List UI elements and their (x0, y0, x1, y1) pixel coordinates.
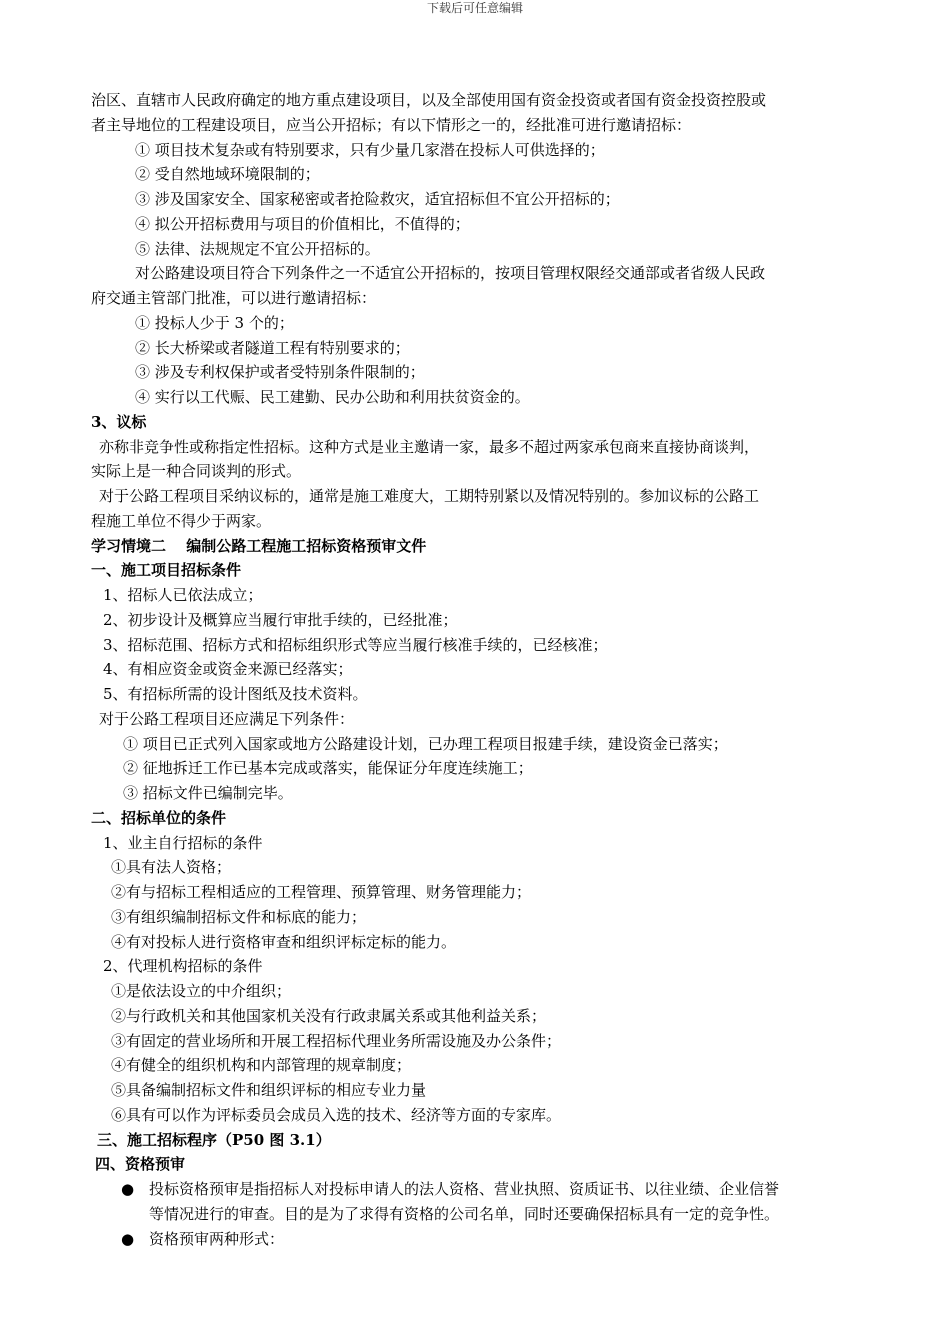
line-text: 对于公路工程项目还应满足下列条件： (99, 709, 355, 728)
line-text: 1、招标人已依法成立； (103, 586, 263, 604)
line-text: 一、施工项目招标条件 (91, 561, 242, 580)
line-text: 三、施工招标程序（P50 图 3.1） (97, 1130, 331, 1149)
text-line (91, 1004, 861, 1029)
line-text: 4、有相应资金或资金来源已经落实； (103, 660, 353, 679)
text-line (91, 1078, 861, 1103)
line-text: ④ 拟公开招标费用与项目的价值相比，不值得的； (135, 214, 470, 233)
line-text: 资格预审两种形式： (149, 1229, 285, 1248)
text-line (91, 484, 861, 509)
line-text: 学习情境二 编制公路工程施工招标资格预审文件 (91, 536, 427, 555)
document-body (91, 88, 861, 1251)
line-text: ② 受自然地域环境限制的； (135, 165, 320, 184)
line-text: ④有健全的组织机构和内部管理的规章制度； (111, 1056, 412, 1075)
text-line (91, 732, 861, 757)
text-line (91, 113, 861, 138)
line-text: ⑤ 法律、法规规定不宜公开招标的。 (135, 239, 380, 258)
line-text: 对公路建设项目符合下列条件之一不适宜公开招标的，按项目管理权限经交通部或者省级人民政 (135, 264, 766, 283)
text-line (91, 781, 861, 806)
section-heading (91, 410, 861, 435)
line-text: ③有组织编制招标文件和标底的能力； (111, 907, 367, 926)
line-text: 3、招标范围、招标方式和招标组织形式等应当履行核准手续的，已经核准； (103, 635, 608, 654)
text-line (91, 360, 861, 385)
page-header: 下载后可任意编辑 (426, 1, 523, 15)
text-line (91, 435, 861, 460)
text-line (91, 756, 861, 781)
text-line (91, 657, 861, 682)
text-line (91, 237, 861, 262)
line-text: ① 项目技术复杂或有特别要求，只有少量几家潜在投标人可供选择的； (135, 140, 605, 159)
text-line (91, 286, 861, 311)
text-line (91, 608, 861, 633)
text-line (91, 385, 861, 410)
section-heading (91, 534, 861, 559)
text-line (91, 1103, 861, 1128)
text-line (91, 138, 861, 163)
text-line (91, 212, 861, 237)
text-line (91, 633, 861, 658)
line-text: ④有对投标人进行资格审查和组织评标定标的能力。 (111, 932, 457, 951)
line-text: 程施工单位不得少于两家。 (91, 511, 272, 530)
text-line (91, 88, 861, 113)
text-line (91, 583, 861, 608)
line-text: 1、业主自行招标的条件 (103, 833, 263, 852)
text-line (91, 261, 861, 286)
line-text: 2、初步设计及概算应当履行审批手续的，已经批准； (103, 610, 458, 629)
text-line: ● 投标资格预审是指招标人对投标申请人的法人资格、营业执照、资质证书、以往业绩、企业信誉 (121, 1180, 780, 1198)
text-line (91, 1029, 861, 1054)
line-text: ①具有法人资格； (111, 858, 232, 877)
text-line (91, 336, 861, 361)
text-line (91, 459, 861, 484)
line-text: 亦称非竞争性或称指定性招标。这种方式是业主邀请一家，最多不超过两家承包商来直接协商谈判， (99, 437, 760, 456)
text-line (91, 1053, 861, 1078)
text-line (91, 855, 861, 880)
text-line (91, 979, 861, 1004)
line-text: 治区、直辖市人民政府确定的地方重点建设项目，以及全部使用国有资金投资或者国有资金投资控股或 (91, 91, 767, 109)
text-line (91, 509, 861, 534)
line-text: 二、招标单位的条件 (91, 808, 227, 827)
line-text: ③ 涉及专利权保护或者受特别条件限制的； (135, 363, 425, 382)
line-text: 5、有招标所需的设计图纸及技术资料。 (103, 685, 368, 703)
text-line (91, 831, 861, 856)
line-text: ④ 实行以工代赈、民工建勤、民办公助和利用扶贫资金的。 (135, 388, 530, 406)
section-heading (91, 558, 861, 583)
line-text: ① 项目已正式列入国家或地方公路建设计划，已办理工程项目报建手续，建设资金已落实； (123, 734, 728, 753)
text-line (91, 905, 861, 930)
line-text: ②与行政机关和其他国家机关没有行政隶属关系或其他利益关系； (111, 1006, 547, 1025)
text-line (91, 707, 861, 732)
section-heading (91, 1152, 861, 1177)
text-line: ● 资格预审两种形式： (121, 1229, 285, 1248)
line-text: 2、代理机构招标的条件 (103, 957, 263, 976)
line-text: 对于公路工程项目采纳议标的，通常是施工难度大，工期特别紧以及情况特别的。参加议标的公路工 (99, 487, 760, 505)
line-text: 实际上是一种合同谈判的形式。 (91, 462, 302, 481)
text-line (91, 682, 861, 707)
section-heading (91, 806, 861, 831)
text-line (91, 1202, 861, 1227)
text-line (91, 187, 861, 212)
line-text: 者主导地位的工程建设项目，应当公开招标；有以下情形之一的，经批准可进行邀请招标： (91, 115, 692, 134)
line-text: 府交通主管部门批准，可以进行邀请招标： (91, 289, 377, 307)
line-text: ① 投标人少于 3 个的； (135, 313, 294, 332)
text-line (91, 880, 861, 905)
line-text: ③ 涉及国家安全、国家秘密或者抢险救灾，适宜招标但不宜公开招标的； (135, 190, 620, 208)
line-text: ② 征地拆迁工作已基本完成或落实，能保证分年度连续施工； (123, 759, 533, 778)
line-text: ③ 招标文件已编制完毕。 (123, 784, 293, 802)
line-text: 四、资格预审 (95, 1155, 186, 1174)
text-line (91, 930, 861, 955)
line-text: ⑥具有可以作为评标委员会成员入选的技术、经济等方面的专家库。 (111, 1105, 562, 1124)
line-text: 投标资格预审是指招标人对投标申请人的法人资格、营业执照、资质证书、以往业绩、企业信誉 (149, 1180, 780, 1198)
line-text: 等情况进行的审查。目的是为了求得有资格的公司名单，同时还要确保招标具有一定的竞争性。 (149, 1204, 780, 1223)
text-line (91, 311, 861, 336)
line-text: ③有固定的营业场所和开展工程招标代理业务所需设施及办公条件； (111, 1031, 562, 1050)
line-text: ② 长大桥梁或者隧道工程有特别要求的； (135, 338, 410, 357)
section-heading (91, 1128, 861, 1153)
line-text: 3、议标 (91, 412, 147, 431)
line-text: ①是依法设立的中介组织； (111, 982, 292, 1000)
text-line (91, 162, 861, 187)
line-text: ⑤具备编制招标文件和组织评标的相应专业力量 (111, 1081, 427, 1099)
line-text: ②有与招标工程相适应的工程管理、预算管理、财务管理能力； (111, 883, 532, 901)
text-line (91, 954, 861, 979)
